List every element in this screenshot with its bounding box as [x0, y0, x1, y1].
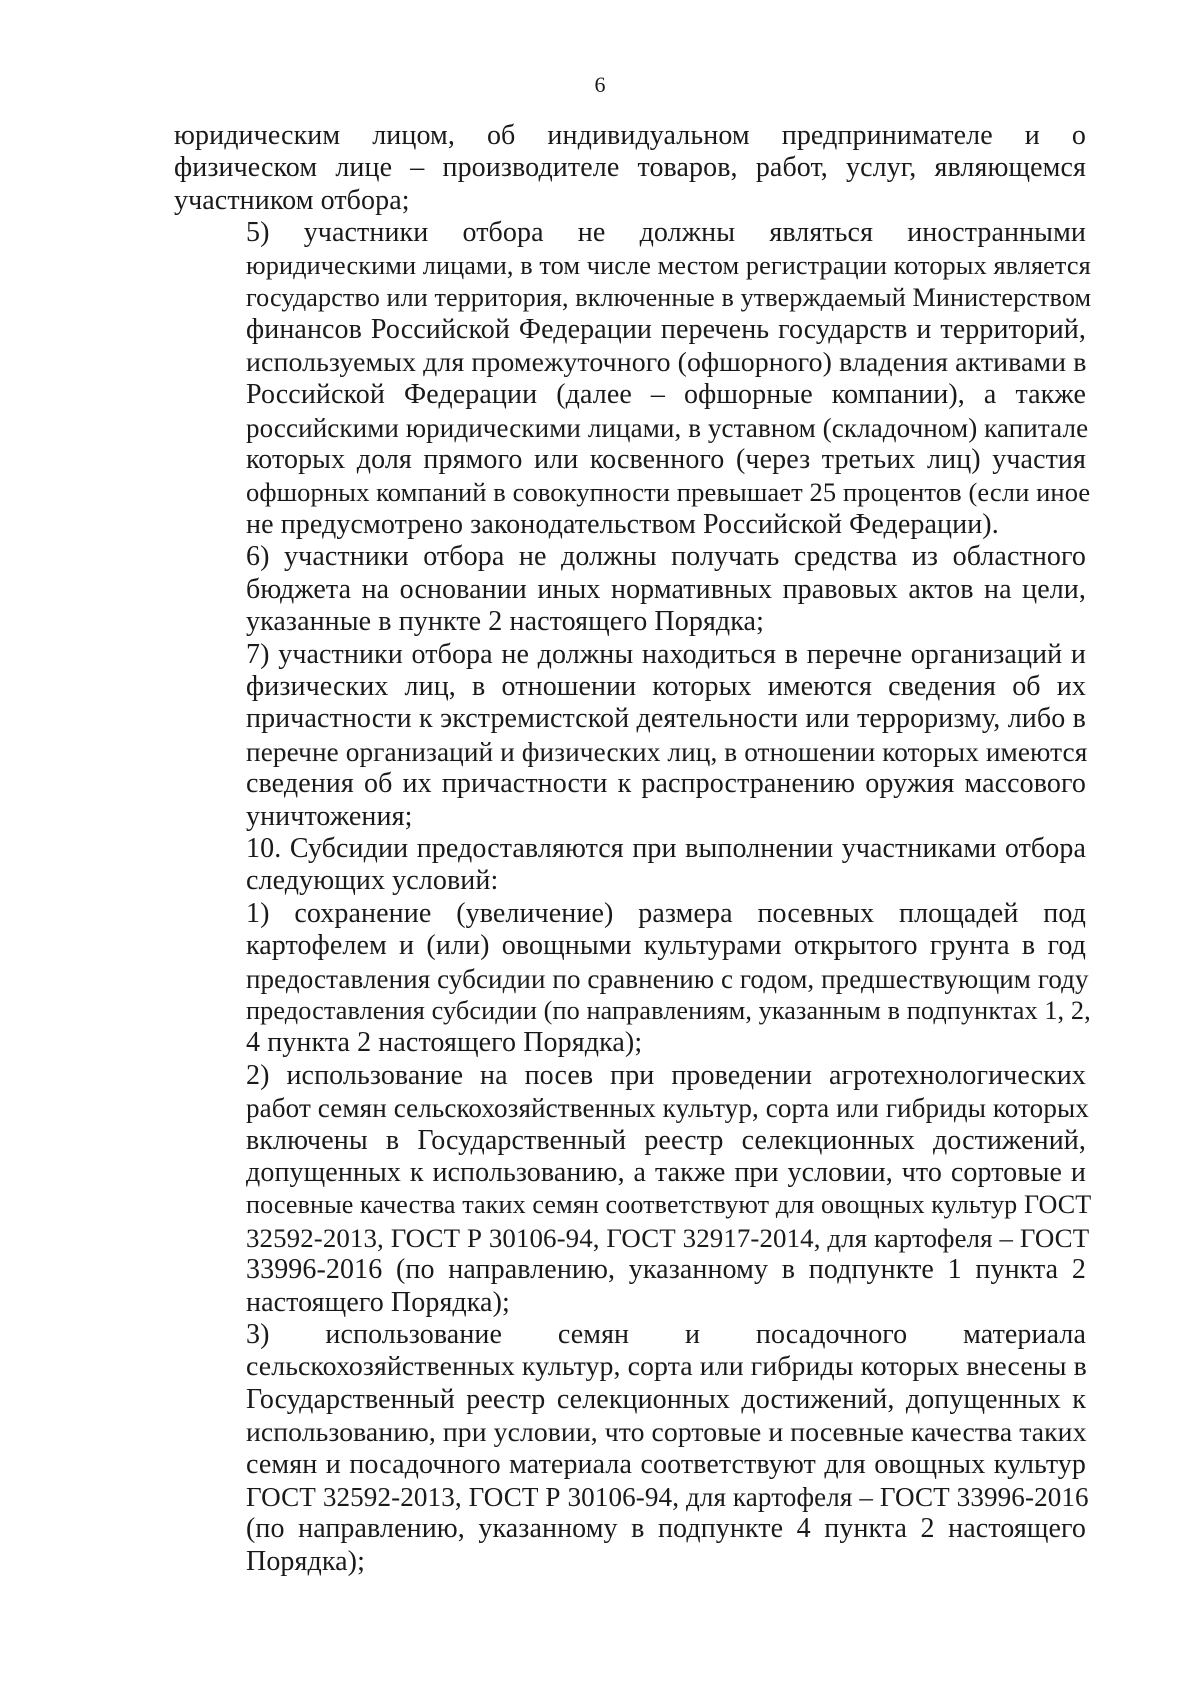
text-line: посевные качества таких семян соответствуют для овощных культур ГОСТ — [246, 1190, 1092, 1220]
text-line: юридическим лицом, об индивидуальном предпринимателе и о — [174, 120, 1086, 151]
paragraph — [174, 897, 1091, 1060]
text-line: 1) сохранение (увеличение) размера посевных площадей под — [246, 897, 1086, 929]
paragraph — [174, 833, 1086, 898]
text-line: 4 пункта 2 настоящего Порядка); — [246, 1027, 643, 1059]
text-line: Государственный реестр селекционных достижений, допущенных к — [246, 1383, 1086, 1415]
text-line: сельскохозяйственных культур, сорта или гибриды которых внесены в — [246, 1351, 1087, 1383]
text-line: указанные в пункте 2 настоящего Порядка; — [246, 606, 764, 638]
text-line: использованию, при условии, что сортовые и посевные качества таких — [246, 1416, 1087, 1448]
text-line: которых доля прямого или косвенного (через третьих лиц) участия — [246, 444, 1086, 476]
text-line: 32592-2013, ГОСТ Р 30106-94, ГОСТ 32917-2014, для картофеля – ГОСТ — [246, 1222, 1090, 1253]
text-line: допущенных к использованию, а также при условии, что сортовые и — [246, 1157, 1086, 1188]
text-line: следующих условий: — [246, 865, 499, 897]
paragraph — [174, 639, 1086, 833]
text-line: физических лиц, в отношении которых имеются сведения об их — [246, 670, 1086, 702]
text-line: российскими юридическими лицами, в уставном (складочном) капитале — [246, 412, 1089, 443]
text-line: предоставления субсидии по сравнению с годом, предшествующим году — [246, 963, 1089, 994]
text-line: уничтожения; — [246, 800, 413, 832]
paragraph — [174, 120, 1086, 217]
text-line: бюджета на основании иных нормативных правовых актов на цели, — [246, 573, 1086, 605]
text-line: 10. Субсидии предоставляются при выполнении участниками отбора — [246, 832, 1086, 864]
text-line: работ семян сельскохозяйственных культур, сорта или гибриды которых — [246, 1093, 1089, 1124]
text-line: финансов Российской Федерации перечень государств и территорий, — [246, 314, 1086, 346]
text-line: (по направлению, указанному в подпункте 4 пункта 2 настоящего — [246, 1513, 1086, 1545]
text-line: перечне организаций и физических лиц, в отношении которых имеются — [246, 736, 1088, 767]
text-line: 2) использование на посев при проведении агротехнологических — [246, 1059, 1086, 1091]
text-line: используемых для промежуточного (офшорного) владения активами в — [246, 346, 1087, 378]
text-line: включены в Государственный реестр селекционных достижений, — [246, 1124, 1086, 1156]
page-number: 6 — [594, 72, 606, 97]
text-line: 7) участники отбора не должны находиться в перечне организаций и — [246, 638, 1086, 670]
paragraph — [174, 541, 1086, 638]
text-line: 33996-2016 (по направлению, указанному в подпункте 1 пункта 2 — [246, 1254, 1086, 1286]
text-line: причастности к экстремистской деятельности или терроризму, либо в — [246, 703, 1086, 735]
text-line: государство или территория, включенные в утверждаемый Министерством — [246, 283, 1092, 313]
document-body — [174, 120, 1092, 1578]
text-line: физическом лице – производителе товаров, работ, услуг, являющемся — [174, 152, 1086, 184]
text-line: картофелем и (или) овощными культурами открытого грунта в год — [246, 930, 1086, 962]
text-line: 6) участники отбора не должны получать средства из областного — [246, 541, 1086, 573]
paragraph — [174, 217, 1092, 541]
text-line: юридическими лицами, в том числе местом регистрации которых является — [246, 250, 1091, 280]
text-line: сведения об их причастности к распространению оружия массового — [246, 768, 1086, 800]
text-line: 3) использование семян и посадочного материала — [246, 1319, 1086, 1351]
text-line: 5) участники отбора не должны являться иностранными — [246, 217, 1086, 249]
paragraph — [174, 1059, 1092, 1319]
text-line: семян и посадочного материала соответствуют для овощных культур — [246, 1448, 1086, 1480]
text-line: Порядка); — [246, 1545, 365, 1577]
text-line: Российской Федерации (далее – офшорные компании), а также — [246, 379, 1086, 411]
text-line: офшорных компаний в совокупности превышает 25 процентов (если иное — [246, 477, 1091, 508]
text-line: не предусмотрено законодательством Российской Федерации). — [246, 508, 999, 540]
text-line: настоящего Порядка); — [246, 1286, 510, 1318]
text-line: предоставления субсидии (по направлениям, указанным в подпунктах 1, 2, — [246, 995, 1091, 1025]
text-line: ГОСТ 32592-2013, ГОСТ Р 30106-94, для картофеля – ГОСТ 33996-2016 — [246, 1482, 1089, 1513]
paragraph — [174, 1319, 1089, 1578]
text-line: участником отбора; — [174, 184, 410, 216]
